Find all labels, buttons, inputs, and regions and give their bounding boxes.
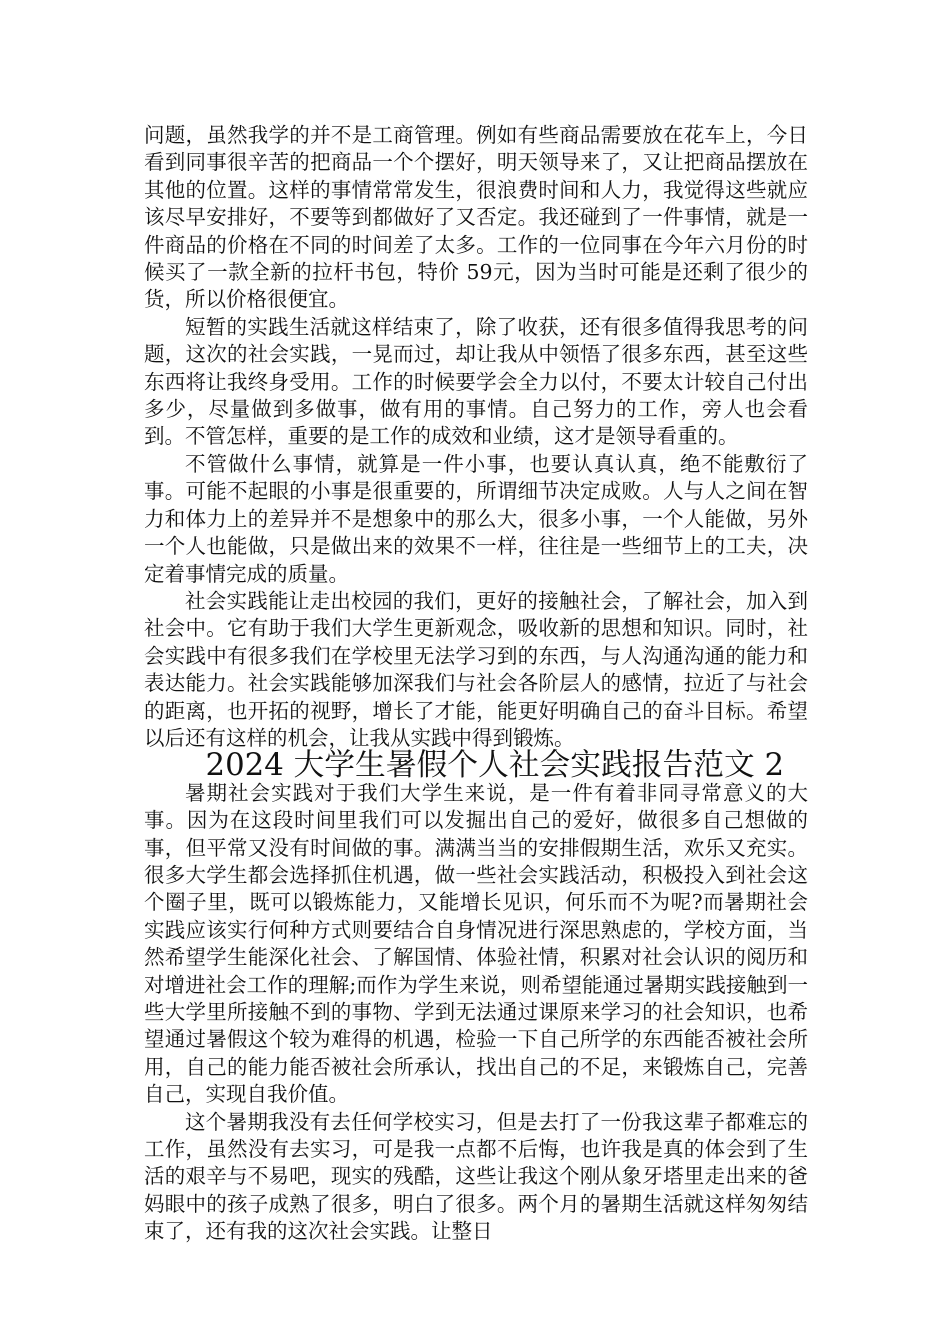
paragraph-3: 不管做什么事情，就算是一件小事，也要认真认真，绝不能敷衍了事。可能不起眼的小事是很重要的，所谓细节决定成败。人与人之间在智力和体力上的差异并不是想象中的那么大，很多小事，一个人能做，另外一个人也能做，只是做出来的效果不一样，往往是一些细节上的工夫，决定着事情完成的质量。 — [144, 451, 808, 586]
paragraph-1: 问题，虽然我学的并不是工商管理。例如有些商品需要放在花车上，今日看到同事很辛苦的把商品一个个摆好，明天领导来了，又让把商品摆放在其他的位置。这样的事情常常发生，很浪费时间和人力，我觉得这些就应该尽早安排好，不要等到都做好了又否定。我还碰到了一件事情，就是一件商品的价格在不同的时间差了太多。工作的一位同事在今年六月份的时候买了一款全新的拉杆书包，特价 59元，因为当时可能是还剩了很少的货，所以价格很便宜。 — [144, 123, 808, 312]
paragraph-6: 这个暑期我没有去任何学校实习，但是去打了一份我这辈子都难忘的工作，虽然没有去实习，可是我一点都不后悔，也许我是真的体会到了生活的艰辛与不易吧，现实的残酷，这些让我这个刚从象牙塔里走出来的爸妈眼中的孩子成熟了很多，明白了很多。两个月的暑期生活就这样匆匆结束了，还有我的这次社会实践。让整日 — [144, 1109, 808, 1244]
document-page — [144, 122, 808, 1246]
paragraph-4: 社会实践能让走出校园的我们，更好的接触社会，了解社会，加入到社会中。它有助于我们大学生更新观念，吸收新的思想和知识。同时，社会实践中有很多我们在学校里无法学习到的东西，与人沟通沟通的能力和表达能力。社会实践能够加深我们与社会各阶层人的感情，拉近了与社会的距离，也开拓的视野，增长了才能，能更好明确自己的奋斗目标。希望以后还有这样的机会，让我从实践中得到锻炼。 — [144, 588, 808, 750]
paragraph-5: 暑期社会实践对于我们大学生来说，是一件有着非同寻常意义的大事。因为在这段时间里我们可以发掘出自己的爱好，做很多自己想做的事，但平常又没有时间做的事。满满当当的安排假期生活，欢乐又充实。很多大学生都会选择抓住机遇，做一些社会实践活动，积极投入到社会这个圈子里，既可以锻炼能力，又能增长见识，何乐而不为呢?而暑期社会实践应该实行何种方式则要结合自身情况进行深思熟虑的，学校方面，当然希望学生能深化社会、了解国情、体验社情，积累对社会认识的阅历和对增进社会工作的理解;而作为学生来说，则希望能通过暑期实践接触到一些大学里所接触不到的事物、学到无法通过课原来学习的社会知识，也希望通过暑假这个较为难得的机遇，检验一下自己所学的东西能否被社会所用，自己的能力能否被社会所承认，找出自己的不足，来锻炼自己，完善自己，实现自我价值。 — [144, 780, 808, 1107]
paragraph-2: 短暂的实践生活就这样结束了，除了收获，还有很多值得我思考的问题，这次的社会实践，一晃而过，却让我从中领悟了很多东西，甚至这些东西将让我终身受用。工作的时候要学会全力以付，不要太计较自己付出多少，尽量做到多做事，做有用的事情。自己努力的工作，旁人也会看到。不管怎样，重要的是工作的成效和业绩，这才是领导看重的。 — [144, 314, 808, 449]
section-heading: 2024 大学生暑假个人社会实践报告范文 2 — [205, 747, 785, 784]
